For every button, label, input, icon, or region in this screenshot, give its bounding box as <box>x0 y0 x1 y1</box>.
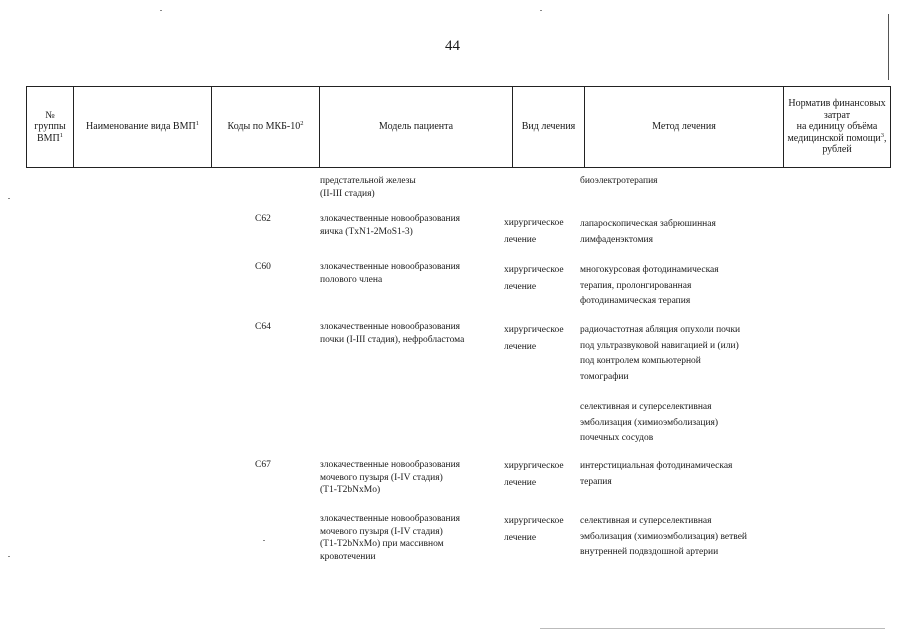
row-model: злокачественные новообразования полового члена <box>320 262 461 285</box>
header-model: Модель пациента <box>320 87 513 168</box>
row-model: злокачественные новообразования почки (I-III стадия), нефробластома <box>320 322 465 345</box>
row-vid: хирургическое лечение <box>504 218 564 245</box>
header-name: Наименование вида ВМП$^1$ <box>74 87 212 168</box>
row-vid: хирургическое лечение <box>504 516 564 543</box>
header-group: № группы ВМП$^1$ <box>27 87 74 168</box>
row-method: многокурсовая фотодинамическая терапия, пролонгированная фотодинамическая терапия <box>580 265 719 306</box>
row-method: биоэлектротерапия <box>580 176 658 186</box>
row-method: радиочастотная абляция опухоли почки под ультразвуковой навигацией и (или) под контролем компьютерной томографии <box>580 325 741 382</box>
row-method: селективная и суперселективная эмболизация (химиоэмболизация) ветвей внутренней подвздошной артерии <box>580 516 747 557</box>
row-vid: хирургическое лечение <box>504 325 564 352</box>
row-code: C67 <box>255 460 271 470</box>
footer-rule <box>540 628 885 629</box>
table-header <box>26 86 891 168</box>
header-method: Метод лечения <box>585 87 784 168</box>
scan-speck <box>540 10 542 11</box>
scan-speck <box>8 556 10 557</box>
row-code: C64 <box>255 322 271 332</box>
margin-rule <box>888 14 889 80</box>
header-norm: Норматив финансовых затрат на единицу объёма медицинской помощи$^3$, рублей <box>784 87 891 168</box>
row-code: C62 <box>255 214 271 224</box>
row-model: злокачественные новообразования мочевого пузыря (I-IV стадия) (T1-T2bNxMo) при массивном кровотечении <box>320 514 461 562</box>
row-code: C60 <box>255 262 271 272</box>
header-vid: Вид лечения <box>513 87 585 168</box>
row-vid: хирургическое лечение <box>504 265 564 292</box>
row-method: селективная и суперселективная эмболизация (химиоэмболизация) почечных сосудов <box>580 402 719 443</box>
row-model: злокачественные новообразования мочевого пузыря (I-IV стадия) (T1-T2bNxMo) <box>320 460 461 495</box>
scan-speck <box>160 10 162 11</box>
row-model: предстательной железы (II-III стадия) <box>320 176 416 199</box>
row-method: интерстициальная фотодинамическая терапия <box>580 461 733 487</box>
scan-speck <box>263 540 265 541</box>
row-method: лапароскопическая забрюшинная лимфаденэктомия <box>580 219 716 245</box>
header-codes: Коды по МКБ-$10^2$ <box>212 87 320 168</box>
row-vid: хирургическое лечение <box>504 461 564 488</box>
row-model: злокачественные новообразования яичка (TxN1-2MoS1-3) <box>320 214 461 237</box>
page-number: 44 <box>445 38 460 54</box>
scan-speck <box>8 198 10 199</box>
